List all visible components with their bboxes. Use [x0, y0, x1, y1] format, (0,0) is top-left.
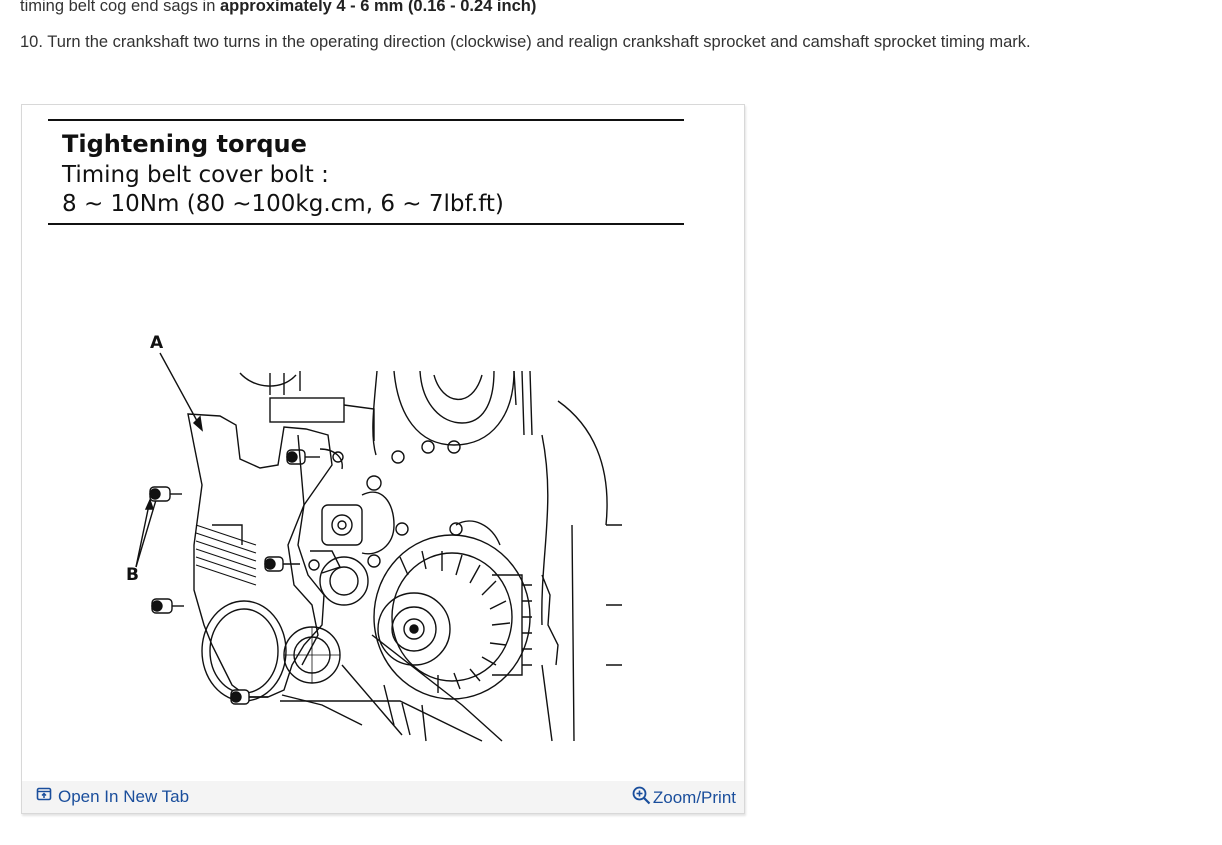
step-9-tail — [20, 0, 536, 16]
leader-a — [160, 353, 202, 430]
figure-toolbar — [22, 781, 744, 813]
step-9-tail-text: timing belt cog end sags in — [20, 0, 220, 15]
open-in-new-tab-label: Open In New Tab — [58, 786, 190, 806]
open-in-new-tab-link[interactable] — [36, 786, 189, 807]
torque-item: Timing belt cover bolt : — [62, 162, 329, 188]
zoom-print-link[interactable] — [632, 786, 736, 810]
bolt-b-upper — [150, 487, 182, 501]
callout-a-label: A — [150, 333, 164, 353]
step-10: 10. Turn the crankshaft two turns in the operating direction (clockwise) and realign crankshaft sprocket and camshaft sprocket timing mark. — [20, 33, 1031, 51]
torque-title: Tightening torque — [62, 130, 307, 158]
bolt-b-lower — [152, 599, 184, 613]
step-9-tail-bold: approximately 4 - 6 mm (0.16 - 0.24 inch) — [219, 0, 537, 15]
figure-container — [21, 104, 745, 814]
zoom-print-label: Zoom/Print — [652, 788, 736, 807]
timing-belt-cover-diagram[interactable] — [22, 105, 744, 781]
engine-line-drawing — [22, 105, 744, 781]
open-new-tab-icon — [36, 786, 52, 807]
torque-value: 8 ~ 10Nm (80 ~100kg.cm, 6 ~ 7lbf.ft) — [62, 191, 504, 217]
magnifier-plus-icon — [632, 786, 651, 810]
callout-b-label: B — [126, 565, 139, 585]
